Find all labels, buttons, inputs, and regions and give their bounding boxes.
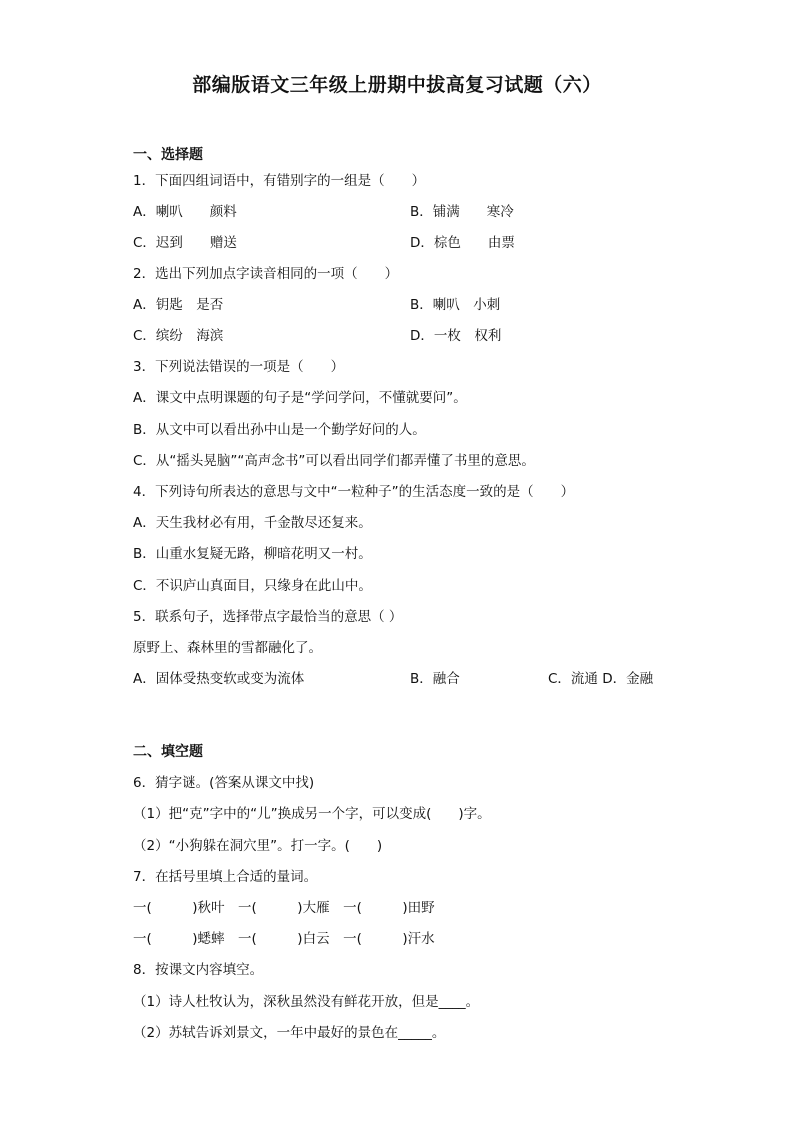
question-4-option-b: B．山重水复疑无路，柳暗花明又一村。: [133, 546, 372, 562]
question-8-part-2: （2）苏轼告诉刘景文，一年中最好的景色在_____。: [133, 1025, 446, 1041]
question-4-option-a: A．天生我材必有用，千金散尽还复来。: [133, 515, 372, 531]
question-8-stem: 8．按课文内容填空。: [133, 962, 264, 978]
question-7-stem: 7．在括号里填上合适的量词。: [133, 869, 318, 885]
question-8-part-1: （1）诗人杜牧认为，深秋虽然没有鲜花开放，但是____。: [133, 994, 480, 1010]
section-heading-fill: 二、填空题: [133, 744, 203, 760]
question-1-option-b: B．铺满 寒冷: [410, 204, 514, 220]
question-6-part-2: （2）“小狗躲在洞穴里”。打一字。( ): [133, 838, 383, 854]
question-2-option-c: C．缤纷 海滨: [133, 328, 224, 344]
page-title: 部编版语文三年级上册期中拔高复习试题（六）: [192, 74, 602, 96]
question-2-option-b: B．喇叭 小刺: [410, 297, 501, 313]
question-5-option-a: A．固体受热变软或变为流体: [133, 671, 305, 687]
question-6-stem: 6．猜字谜。(答案从课文中找): [133, 775, 315, 791]
question-5-stem: 5．联系句子，选择带点字最恰当的意思（ ）: [133, 609, 403, 625]
question-5-option-b: B．融合: [410, 671, 460, 687]
question-3-stem: 3．下列说法错误的一项是（ ）: [133, 359, 345, 375]
question-1-option-a: A．喇叭 颜料: [133, 204, 237, 220]
question-2-option-a: A．钥匙 是否: [133, 297, 224, 313]
section-heading-choice: 一、选择题: [133, 147, 203, 163]
question-1-stem: 1．下面四组词语中，有错别字的一组是（ ）: [133, 173, 426, 189]
question-1-option-c: C．迟到 赠送: [133, 235, 237, 251]
question-4-option-c: C．不识庐山真面目，只缘身在此山中。: [133, 578, 372, 594]
question-5-option-cd: C．流通 D．金融: [548, 671, 654, 687]
question-4-stem: 4．下列诗句所表达的意思与文中“一粒种子”的生活态度一致的是（ ）: [133, 484, 575, 500]
question-1-option-d: D．棕色 由票: [410, 235, 515, 251]
question-7-row-2: 一( )蟋蟀 一( )白云 一( )汗水: [133, 931, 435, 947]
question-6-part-1: （1）把“克”字中的“儿”换成另一个字，可以变成( )字。: [133, 806, 491, 822]
question-3-option-a: A．课文中点明课题的句子是“学问学问，不懂就要问”。: [133, 390, 467, 406]
question-7-row-1: 一( )秋叶 一( )大雁 一( )田野: [133, 900, 435, 916]
question-3-option-b: B．从文中可以看出孙中山是一个勤学好问的人。: [133, 422, 426, 438]
question-2-stem: 2．选出下列加点字读音相同的一项（ ）: [133, 266, 399, 282]
question-5-sentence: 原野上、森林里的雪都融化了。: [133, 640, 322, 656]
question-3-option-c: C．从“摇头晃脑”“高声念书”可以看出同学们都弄懂了书里的意思。: [133, 453, 535, 469]
question-2-option-d: D．一枚 权利: [410, 328, 502, 344]
